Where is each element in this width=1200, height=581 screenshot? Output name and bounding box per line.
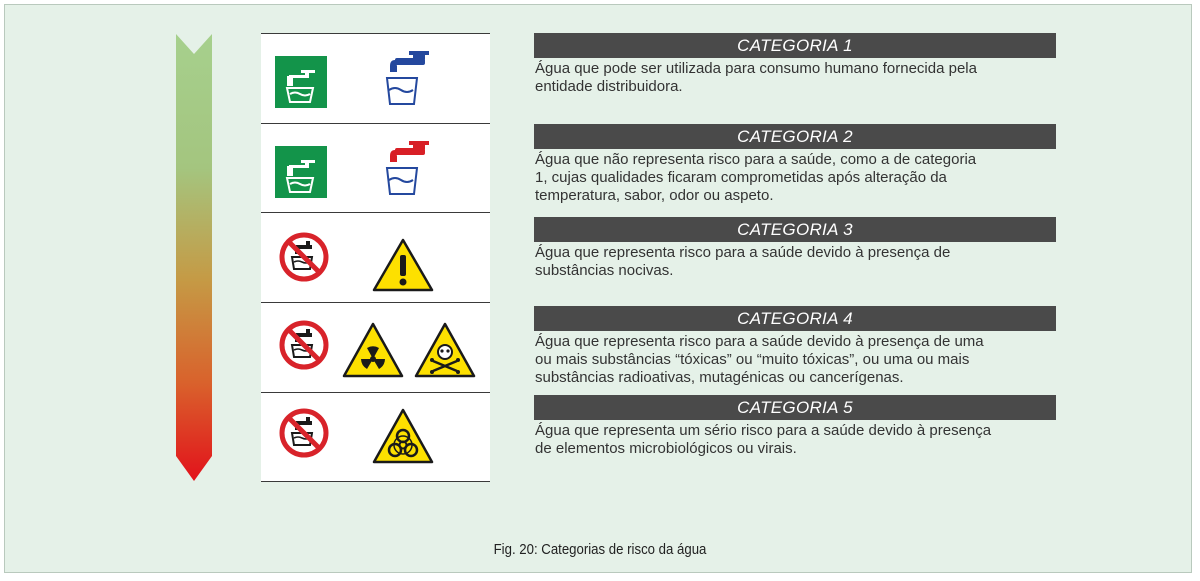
category-1 — [534, 33, 1056, 96]
general-warning-icon — [371, 237, 435, 293]
category-title: CATEGORIA 3 — [534, 217, 1056, 242]
description-line: substâncias radioativas, mutagénicas ou cancerígenas. — [535, 369, 904, 386]
description-line: Água que representa risco para a saúde devido à presença de — [535, 244, 951, 261]
drinking-water-sign-icon — [275, 56, 327, 108]
description-line: substâncias nocivas. — [535, 262, 674, 279]
biohazard-warning-icon — [371, 407, 435, 465]
description-line: Água que representa um sério risco para a saúde devido à presença — [535, 422, 992, 439]
description-line: ou mais substâncias “tóxicas” ou “muito tóxicas”, ou uma ou mais — [535, 351, 970, 368]
description-line: entidade distribuidora. — [535, 78, 683, 95]
category-description — [534, 244, 1056, 280]
description-line: Água que não representa risco para a saúde, como a de categoria — [535, 151, 977, 168]
category-2 — [534, 124, 1056, 205]
radiation-warning-icon — [341, 321, 405, 379]
category-description — [534, 422, 1056, 458]
description-line: Água que representa risco para a saúde devido à presença de uma — [535, 333, 984, 350]
drinking-water-sign-icon — [275, 146, 327, 198]
icon-row-4 — [261, 303, 490, 393]
blue-tap-glass-icon — [383, 50, 435, 108]
icon-row-3 — [261, 213, 490, 303]
description-line: temperatura, sabor, odor ou aspeto. — [535, 187, 774, 204]
hazard-icon-table — [261, 33, 490, 482]
not-drinking-water-icon — [278, 319, 330, 371]
icon-row-1 — [261, 34, 490, 124]
category-4 — [534, 306, 1056, 387]
category-description — [534, 151, 1056, 205]
category-description — [534, 60, 1056, 96]
category-title: CATEGORIA 1 — [534, 33, 1056, 58]
icon-row-5 — [261, 393, 490, 483]
toxic-warning-icon — [413, 321, 477, 379]
category-title: CATEGORIA 4 — [534, 306, 1056, 331]
description-line: Água que pode ser utilizada para consumo humano fornecida pela — [535, 60, 977, 77]
not-drinking-water-icon — [278, 231, 330, 283]
category-title: CATEGORIA 2 — [534, 124, 1056, 149]
figure-caption: Fig. 20: Categorias de risco da água — [493, 541, 707, 558]
category-3 — [534, 217, 1056, 280]
category-title: CATEGORIA 5 — [534, 395, 1056, 420]
icon-row-2 — [261, 124, 490, 214]
description-line: 1, cujas qualidades ficaram comprometidas após alteração da — [535, 169, 947, 186]
description-line: de elementos microbiológicos ou virais. — [535, 440, 797, 457]
category-description — [534, 333, 1056, 387]
category-5 — [534, 395, 1056, 458]
red-tap-glass-icon — [383, 140, 435, 198]
not-drinking-water-icon — [278, 407, 330, 459]
risk-gradient-arrow — [176, 34, 212, 481]
